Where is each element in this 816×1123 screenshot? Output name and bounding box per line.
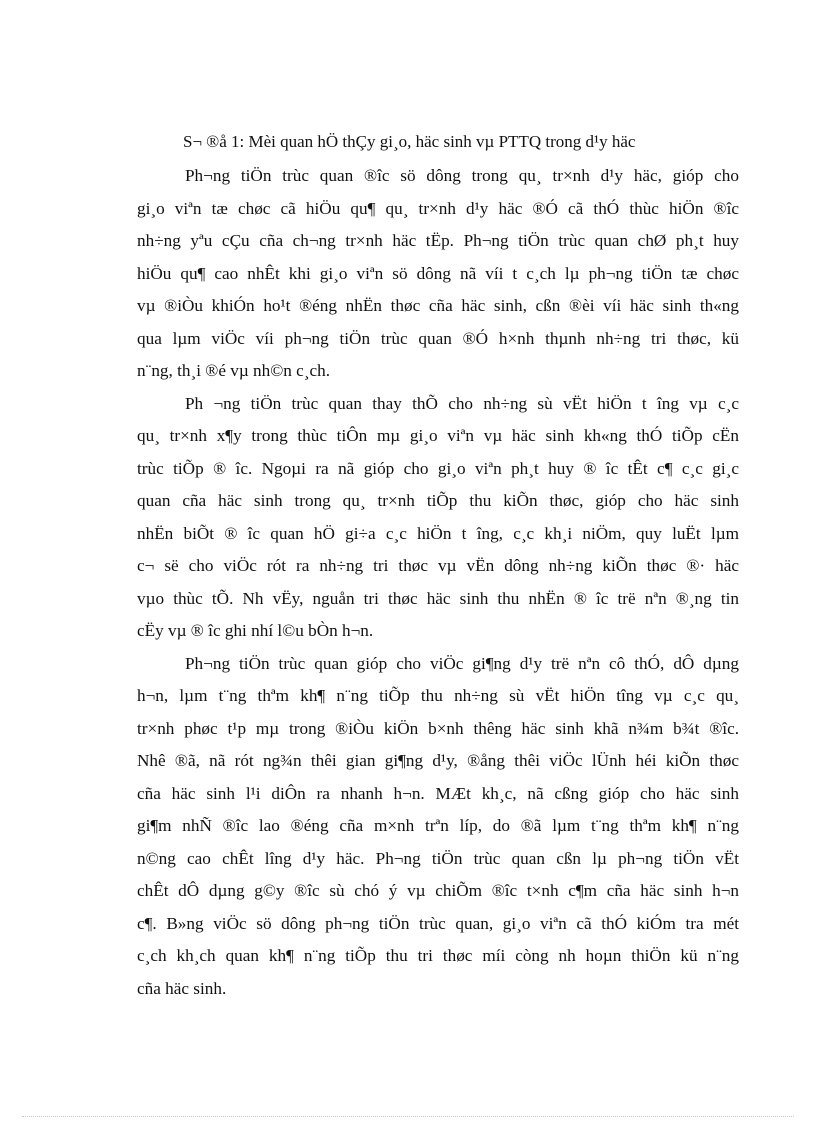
paragraph-line: gi¸o viªn tæ chøc cã hiÖu qu¶ qu¸ tr×nh d¹y häc ®Ó cã thÓ thùc hiÖn ®îc: [137, 198, 739, 218]
paragraph-line: hiÖu qu¶ cao nhÊt khi gi¸o viªn sö dông nã víi t c¸ch lµ ph¬ng tiÖn tæ chøc: [137, 263, 739, 283]
paragraph-line: Ph ¬ng tiÖn trùc quan thay thÕ cho nh÷ng sù vËt hiÖn t îng vµ c¸c: [185, 393, 739, 413]
paragraph-line: tr×nh phøc t¹p mµ trong ®iÒu kiÖn b×nh thêng häc sinh khã n¾m b¾t ®îc.: [137, 718, 739, 738]
paragraph-3: [137, 648, 739, 1006]
paragraph-line: trùc tiÕp ® îc. Ngoµi ra nã gióp cho gi¸o viªn ph¸t huy ® îc tÊt c¶ c¸c gi¸c: [137, 458, 739, 478]
paragraph-line: c¸ch kh¸ch quan kh¶ n¨ng tiÕp thu tri thøc míi còng nh hoµn thiÖn kü n¨ng: [137, 946, 739, 965]
paragraph-line: Nhê ®ã, nã rót ng¾n thêi gian gi¶ng d¹y, ®ång thêi viÖc lÜnh héi kiÕn thøc: [137, 751, 739, 770]
paragraph-line: n¨ng, th¸i ®é vµ nh©n c¸ch.: [137, 361, 331, 380]
paragraph-line: cña häc sinh l¹i diÔn ra nhanh h¬n. MÆt kh¸c, nã cßng gióp cho häc sinh: [137, 783, 739, 803]
paragraph-line: chÊt dÔ dµng g©y ®îc sù chó ý vµ chiÕm ®îc t×nh c¶m cña häc sinh h¬n: [137, 881, 739, 900]
paragraph-line: nh÷ng yªu cÇu cña ch¬ng tr×nh häc tËp. Ph¬ng tiÖn trùc quan chØ ph¸t huy: [137, 231, 739, 250]
paragraph-line: vµ ®iÒu khiÓn ho¹t ®éng nhËn thøc cña häc sinh, cßn ®èi víi häc sinh th«ng: [137, 296, 739, 315]
paragraph-line: cña häc sinh.: [137, 978, 227, 998]
paragraph-line: qua lµm viÖc víi ph¬ng tiÖn trùc quan ®Ó h×nh thµnh nh÷ng tri thøc, kü: [137, 328, 739, 348]
paragraph-line: n©ng cao chÊt lîng d¹y häc. Ph¬ng tiÖn trùc quan cßn lµ ph¬ng tiÖn vËt: [137, 848, 739, 868]
paragraph-line: quan cña häc sinh trong qu¸ tr×nh tiÕp thu kiÕn thøc, gióp cho häc sinh: [137, 491, 739, 510]
paragraph-line: c¬ së cho viÖc rót ra nh÷ng tri thøc vµ vËn dông nh÷ng kiÕn thøc ®· häc: [137, 556, 739, 575]
paragraph-line: cËy vµ ® îc ghi nhí l©u bÒn h¬n.: [137, 621, 374, 640]
paragraph-line: nhËn biÕt ® îc quan hÖ gi÷a c¸c hiÖn t îng, c¸c kh¸i niÖm, quy luËt lµm: [137, 523, 739, 543]
paragraph-line: qu¸ tr×nh x¶y trong thùc tiÔn mµ gi¸o viªn vµ häc sinh kh«ng thÓ tiÕp cËn: [137, 426, 739, 445]
paragraph-line: Ph¬ng tiÖn trùc quan gióp cho viÖc gi¶ng d¹y trë nªn cô thÓ, dÔ dµng: [185, 653, 739, 673]
paragraph-line: Ph¬ng tiÖn trùc quan ®îc sö dông trong qu¸ tr×nh d¹y häc, gióp cho: [185, 166, 739, 185]
diagram-caption: S¬ ®å 1: Mèi quan hÖ thÇy gi¸o, häc sinh vµ PTTQ trong d¹y häc: [183, 132, 636, 151]
paragraph-1: [137, 160, 739, 388]
paragraph-line: h¬n, lµm t¨ng thªm kh¶ n¨ng tiÕp thu nh÷ng sù vËt hiÖn tîng vµ c¸c qu¸: [137, 686, 739, 705]
page-bottom-divider: [22, 1116, 794, 1117]
paragraph-line: c¶. B»ng viÖc sö dông ph¬ng tiÖn trùc quan, gi¸o viªn cã thÓ kiÓm tra mét: [137, 913, 739, 933]
document-body: [137, 126, 739, 1005]
paragraph-line: vµo thùc tÕ. Nh vËy, nguån tri thøc häc sinh thu nhËn ® îc trë nªn ®¸ng tin: [137, 588, 739, 608]
paragraph-line: gi¶m nhÑ ®îc lao ®éng cña m×nh trªn líp, do ®ã lµm t¨ng thªm kh¶ n¨ng: [137, 816, 739, 835]
paragraph-2: [137, 388, 739, 648]
